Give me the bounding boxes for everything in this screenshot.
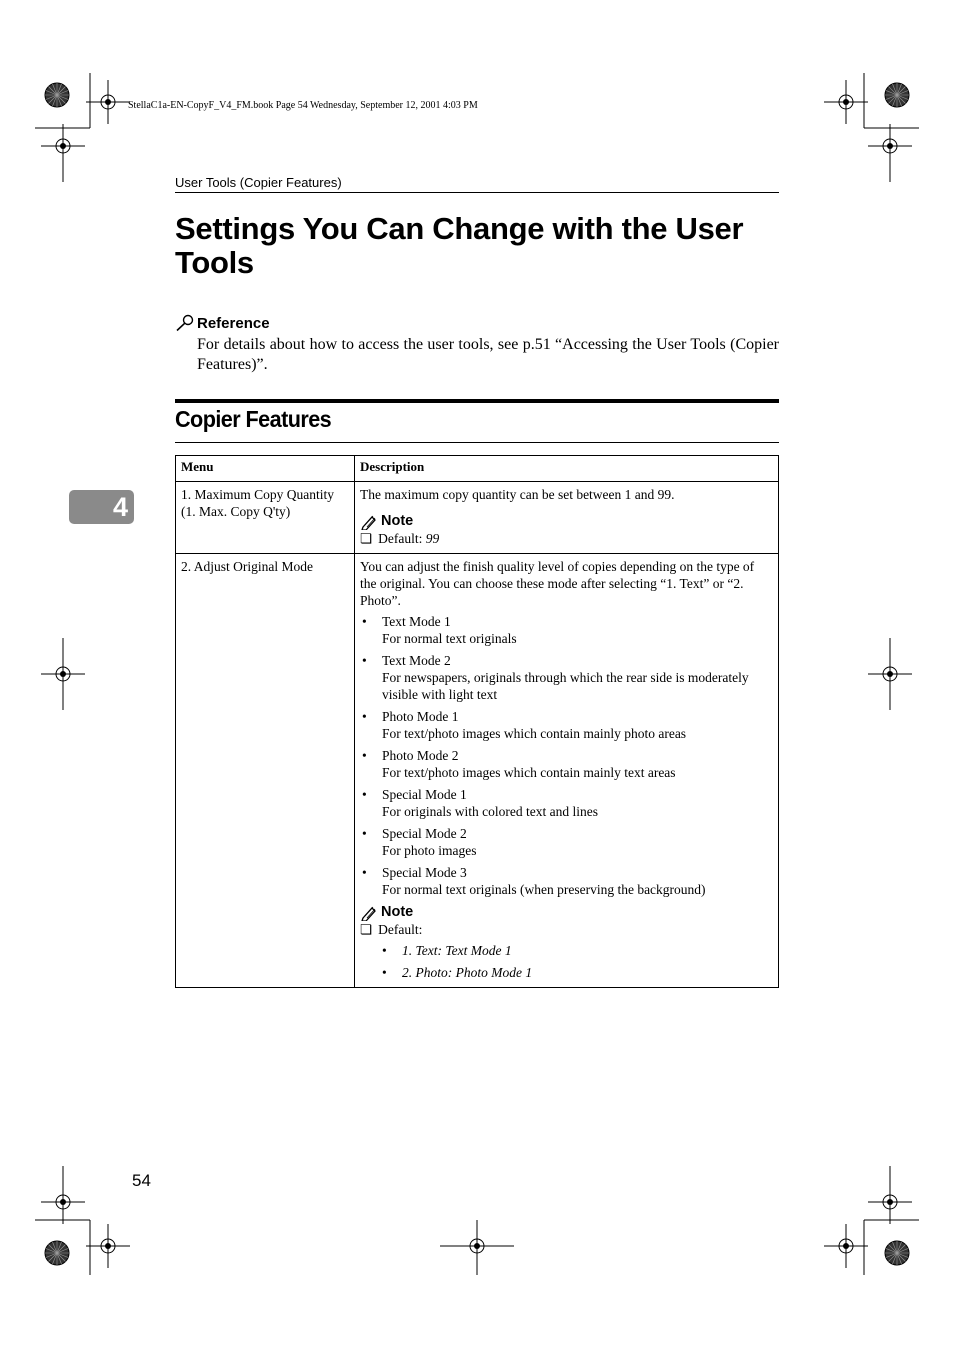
default-entry: 1. Text: Text Mode 1 [402,943,512,958]
running-header: User Tools (Copier Features) [175,175,342,190]
mode-detail: For photo images [382,843,477,858]
list-item: • Text Mode 2 For newspapers, originals through which the rear side is moderately visible with light text [360,652,773,703]
print-metadata: StellaC1a-EN-CopyF_V4_FM.book Page 54 Wednesday, September 12, 2001 4:03 PM [128,100,478,111]
description-cell [355,554,779,988]
description-cell [355,482,779,554]
default-list [382,942,773,981]
magnifier-icon [175,314,195,332]
page-number: 54 [132,1171,151,1190]
pencil-icon [360,514,378,530]
menu-cell: 2. Adjust Original Mode [176,554,355,988]
menu-cell: 1. Maximum Copy Quantity (1. Max. Copy Q'ty) [176,482,355,554]
default-label: Default: [378,922,423,937]
default-item [360,921,773,938]
settings-table [175,455,779,988]
note-label: Note [381,904,414,920]
mode-detail: For text/photo images which contain mainly photo areas [382,726,687,741]
column-header-description: Description [355,456,779,482]
default-entry: 2. Photo: Photo Mode 1 [402,965,533,980]
description-text: You can adjust the finish quality level of copies depending on the type of the original. You can choose these mode after selecting “1. Text” or “2. Photo”. [360,559,755,608]
default-label: Default: [378,531,426,546]
checkbox-icon: ❏ [360,922,373,937]
default-value: 99 [425,531,440,546]
reference-body: For details about how to access the user tools, see p.51 “Accessing the User Tools (Copier Features)”. [197,336,779,373]
mode-name: Text Mode 2 [382,653,451,668]
chapter-tab: 4 [69,490,134,524]
reference-block [175,314,779,375]
pencil-icon [360,905,378,921]
section-title: Copier Features [175,406,332,432]
reference-heading [175,314,779,332]
mode-detail: For normal text originals (when preserving the background) [382,882,706,897]
mode-name: Special Mode 2 [382,826,467,841]
note-heading [360,513,773,530]
default-item [360,530,773,547]
reference-heading-label: Reference [197,314,270,332]
note-label: Note [381,513,414,529]
table-header-row [176,456,779,482]
column-header-menu: Menu [176,456,355,482]
list-item: • Text Mode 1 For normal text originals [362,614,517,646]
mode-detail: For originals with colored text and lines [382,804,598,819]
page-title: Settings You Can Change with the User Tools [175,211,744,280]
table-row [176,482,779,554]
list-item: • Photo Mode 1 For text/photo images which contain mainly photo areas [362,709,687,741]
list-item: • Photo Mode 2 For text/photo images which contain mainly text areas [362,748,676,780]
mode-name: Photo Mode 1 [382,709,459,724]
mode-name: Text Mode 1 [382,614,451,629]
mode-name: Photo Mode 2 [382,748,459,763]
section-rule-thick [175,399,779,403]
list-item: • Special Mode 2 For photo images [362,826,477,858]
checkbox-icon: ❏ [360,531,373,546]
table-row [176,554,779,988]
note-heading [360,904,773,921]
description-text: The maximum copy quantity can be set between 1 and 99. [360,487,675,502]
list-item: • Special Mode 1 For originals with colored text and lines [362,787,598,819]
header-rule [175,192,779,193]
mode-list [360,613,773,898]
list-item: • 2. Photo: Photo Mode 1 [382,965,533,980]
mode-name: Special Mode 3 [382,865,467,880]
mode-detail: For text/photo images which contain mainly text areas [382,765,676,780]
section-rule [175,442,779,443]
list-item: • Special Mode 3 For normal text originals (when preserving the background) [362,865,706,897]
mode-detail: For newspapers, originals through which the rear side is moderately visible with light text [382,670,749,702]
mode-detail: For normal text originals [382,631,517,646]
mode-name: Special Mode 1 [382,787,467,802]
list-item: • 1. Text: Text Mode 1 [382,943,512,958]
